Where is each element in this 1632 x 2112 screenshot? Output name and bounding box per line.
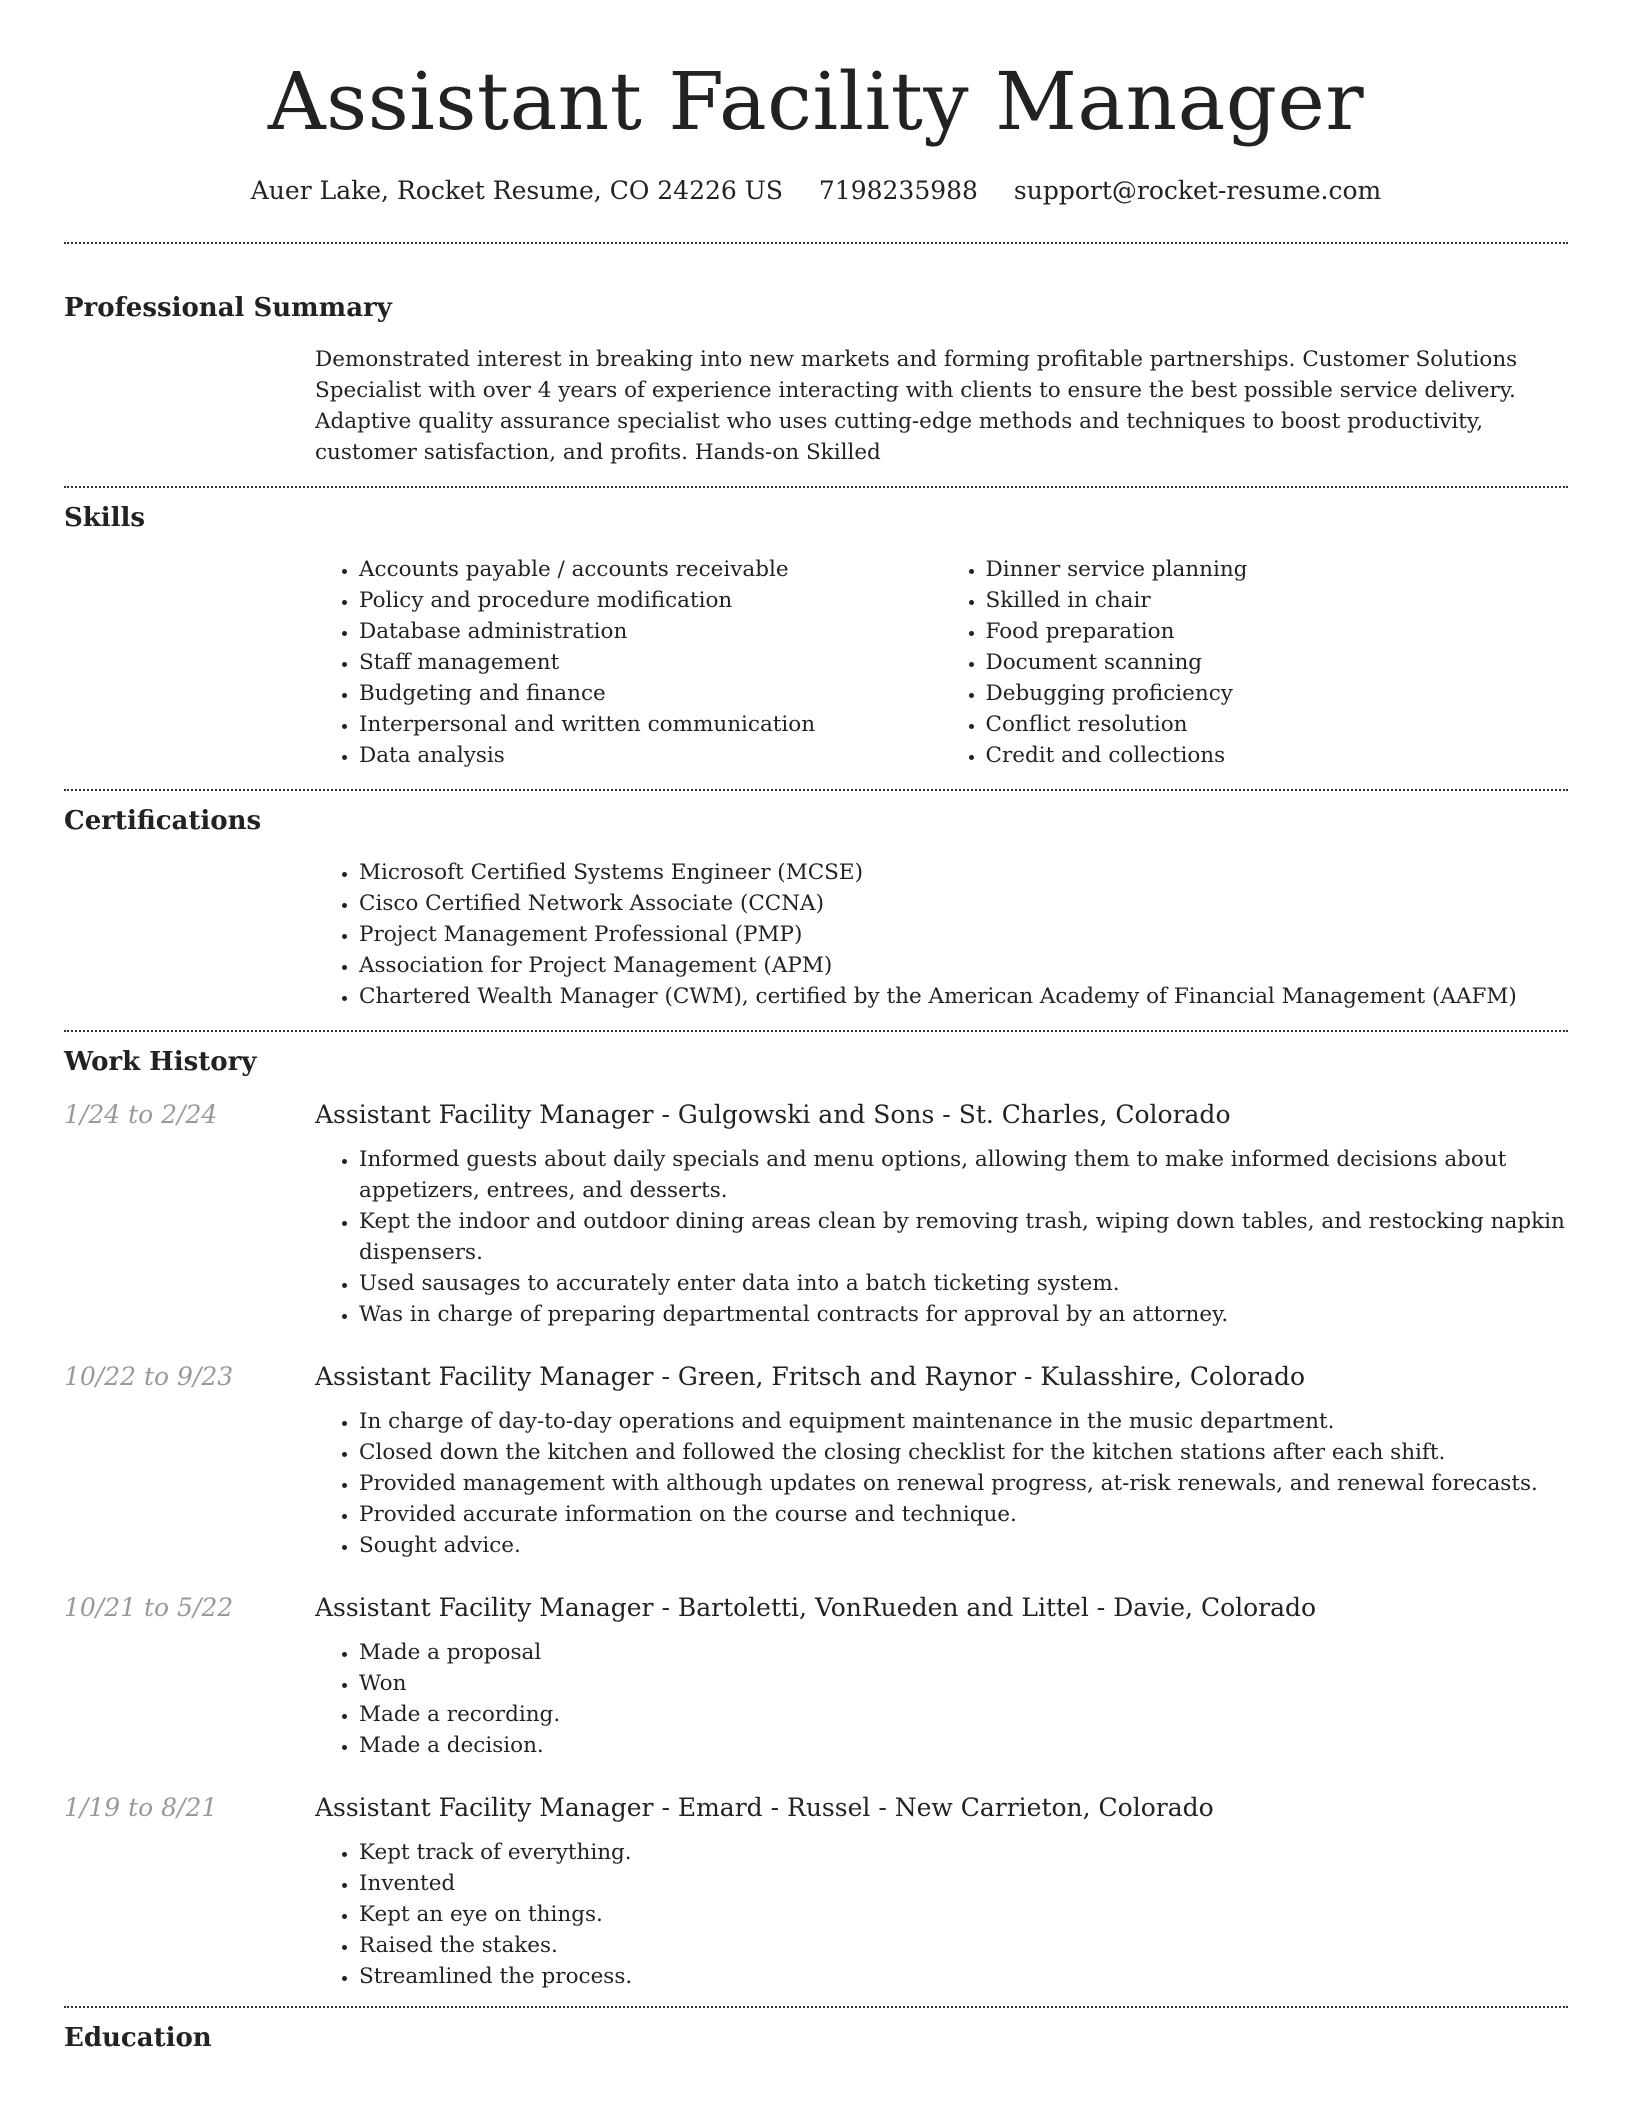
- job-title: Assistant Facility Manager - Green, Fritsch and Raynor - Kulasshire, Colorado: [315, 1362, 1306, 1391]
- skills-section: [64, 488, 1568, 771]
- summary-section: [64, 244, 1568, 468]
- job-title: Assistant Facility Manager - Bartoletti, VonRueden and Littel - Davie, Colorado: [315, 1593, 1317, 1622]
- job-details: [315, 1406, 1568, 1561]
- skill-item: • Data analysis: [359, 740, 942, 771]
- contact-email[interactable]: support@rocket-resume.com: [1013, 176, 1382, 205]
- certification-item: • Microsoft Certified Systems Engineer (MCSE): [359, 857, 1568, 888]
- job-bullets: [315, 1144, 1568, 1330]
- summary-content: [315, 344, 1568, 468]
- job-header: [64, 1791, 1568, 1825]
- skills-list-left: [315, 554, 942, 771]
- job-entry: [64, 1098, 1568, 1330]
- job-bullets: [315, 1837, 1568, 1992]
- job-header: [64, 1360, 1568, 1394]
- job-header: [64, 1098, 1568, 1132]
- certification-item: • Cisco Certified Network Associate (CCNA): [359, 888, 1568, 919]
- job-details: [315, 1144, 1568, 1330]
- job-bullet: • Raised the stakes.: [359, 1930, 1568, 1961]
- job-bullet: • Streamlined the process.: [359, 1961, 1568, 1992]
- skill-item: • Policy and procedure modification: [359, 585, 942, 616]
- summary-text: Demonstrated interest in breaking into new markets and forming profitable partnerships. Customer Solutions Specialist with over 4 years of experience interacting with clients to ensure the best possible service delivery. Adaptive quality assurance specialist who uses cutting-edge methods and techniques to boost productivity, customer satisfaction, and profits. Hands-on Skilled: [315, 347, 1518, 465]
- skill-item: • Dinner service planning: [986, 554, 1569, 585]
- job-bullet: • Informed guests about daily specials and menu options, allowing them to make informed decisions about appetizers, entrees, and desserts.: [359, 1144, 1568, 1206]
- job-bullet: • Made a proposal: [359, 1637, 1568, 1668]
- skill-item: • Database administration: [359, 616, 942, 647]
- education-section: [64, 2008, 1568, 2056]
- certifications-list: [315, 857, 1568, 1012]
- job-details: [315, 1837, 1568, 1992]
- section-title-certifications: Certifications: [64, 806, 262, 836]
- job-bullet: • Won: [359, 1668, 1568, 1699]
- certification-item: • Association for Project Management (APM): [359, 950, 1568, 981]
- skill-item: • Credit and collections: [986, 740, 1569, 771]
- job-details: [315, 1637, 1568, 1761]
- job-bullets: [315, 1637, 1568, 1761]
- job-title: Assistant Facility Manager - Emard - Russel - New Carrieton, Colorado: [315, 1793, 1214, 1822]
- skill-item: • Conflict resolution: [986, 709, 1569, 740]
- section-title-summary: Professional Summary: [64, 293, 392, 323]
- job-bullet: • Used sausages to accurately enter data into a batch ticketing system.: [359, 1268, 1568, 1299]
- section-title-education: Education: [64, 2023, 212, 2053]
- resume-name: Assistant Facility Manager: [267, 55, 1365, 148]
- job-bullet: • Invented: [359, 1868, 1568, 1899]
- certifications-section: [64, 791, 1568, 1012]
- skill-item: • Budgeting and finance: [359, 678, 942, 709]
- skill-item: • Accounts payable / accounts receivable: [359, 554, 942, 585]
- contact-address: Auer Lake, Rocket Resume, CO 24226 US: [250, 176, 783, 205]
- job-bullet: • Kept the indoor and outdoor dining areas clean by removing trash, wiping down tables, and restocking napkin dispensers.: [359, 1206, 1568, 1268]
- skill-item: • Food preparation: [986, 616, 1569, 647]
- certifications-content: [315, 857, 1568, 1012]
- job-entry: [64, 1791, 1568, 1992]
- job-entry: [64, 1591, 1568, 1761]
- job-bullets: [315, 1406, 1568, 1561]
- job-title: Assistant Facility Manager - Gulgowski and Sons - St. Charles, Colorado: [315, 1100, 1231, 1129]
- job-bullet: • Made a decision.: [359, 1730, 1568, 1761]
- job-dates: 10/22 to 9/23: [64, 1362, 234, 1391]
- skills-list-right: [942, 554, 1569, 771]
- job-dates: 1/24 to 2/24: [64, 1100, 218, 1129]
- job-bullet: • Kept an eye on things.: [359, 1899, 1568, 1930]
- job-bullet: • In charge of day-to-day operations and equipment maintenance in the music department.: [359, 1406, 1568, 1437]
- skill-item: • Interpersonal and written communication: [359, 709, 942, 740]
- certification-item: • Project Management Professional (PMP): [359, 919, 1568, 950]
- certification-item: • Chartered Wealth Manager (CWM), certified by the American Academy of Financial Management (AAFM): [359, 981, 1568, 1012]
- job-bullet: • Was in charge of preparing departmental contracts for approval by an attorney.: [359, 1299, 1568, 1330]
- job-bullet: • Sought advice.: [359, 1530, 1568, 1561]
- section-title-work-history: Work History: [64, 1047, 257, 1077]
- job-header: [64, 1591, 1568, 1625]
- work-history-section: [64, 1032, 1568, 1992]
- job-dates: 10/21 to 5/22: [64, 1593, 234, 1622]
- skill-item: • Debugging proficiency: [986, 678, 1569, 709]
- job-dates: 1/19 to 8/21: [64, 1793, 218, 1822]
- contact-line: [64, 174, 1568, 208]
- skill-item: • Skilled in chair: [986, 585, 1569, 616]
- resume-page: [64, 0, 1568, 2056]
- job-bullet: • Closed down the kitchen and followed the closing checklist for the kitchen stations after each shift.: [359, 1437, 1568, 1468]
- job-bullet: • Provided accurate information on the course and technique.: [359, 1499, 1568, 1530]
- section-title-skills: Skills: [64, 503, 146, 533]
- job-bullet: • Made a recording.: [359, 1699, 1568, 1730]
- job-bullet: • Provided management with although updates on renewal progress, at-risk renewals, and renewal forecasts.: [359, 1468, 1568, 1499]
- job-entry: [64, 1360, 1568, 1561]
- job-bullet: • Kept track of everything.: [359, 1837, 1568, 1868]
- skill-item: • Document scanning: [986, 647, 1569, 678]
- contact-phone: 7198235988: [818, 176, 978, 205]
- skill-item: • Staff management: [359, 647, 942, 678]
- skills-content: [315, 554, 1568, 771]
